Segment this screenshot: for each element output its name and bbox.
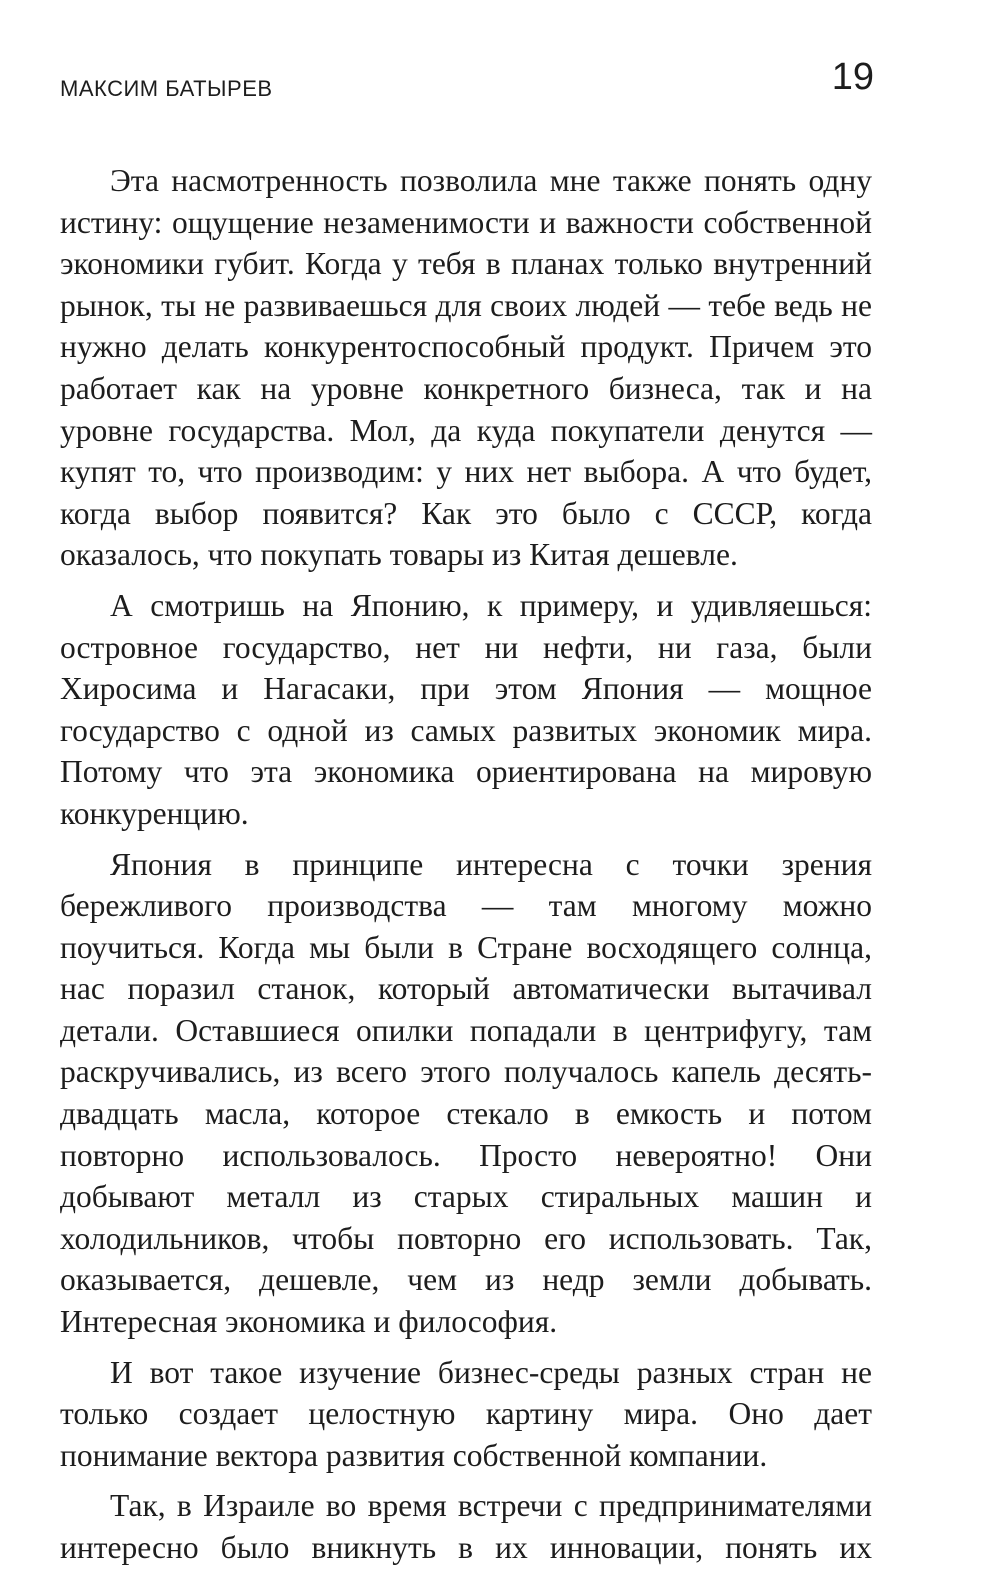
running-head-author: МАКСИМ БАТЫРЕВ <box>60 76 273 101</box>
paragraph-4: И вот такое изучение бизнес-среды разных стран не только создает целостную картину мира. Оно дает понимание вектора развития собственной компании. <box>60 1354 872 1473</box>
body-text <box>60 160 872 1578</box>
paragraph-2: А смотришь на Японию, к примеру, и удивляешься: островное государство, нет ни нефти, ни газа, были Хиросима и Нагасаки, при этом Япония — мощное государство с одной из самых развитых экономик мира. Потому что эта экономика ориентирована на мировую конкуренцию. <box>60 587 872 831</box>
paragraph-5: Так, в Израиле во время встречи с предпринимателями интересно было вникнуть в их инновации, понять их <box>60 1488 872 1565</box>
paragraph-1: Эта насмотренность позволила мне также понять одну истину: ощущение незаменимости и важности собственной экономики губит. Когда у тебя в планах только внутренний рынок, ты не развиваешься для своих людей — тебе ведь не нужно делать конкурентоспособный продукт. Причем это работает как на уровне конкретного бизнеса, так и на уровне государства. Мол, да куда покупатели денутся — купят то, что производим: у них нет выбора. А что будет, когда выбор появится? Как это было с СССР, когда оказалось, что покупать товары из Китая дешевле. <box>60 163 872 573</box>
paragraph-3: Япония в принципе интересна с точки зрения бережливого производства — там многому можно поучиться. Когда мы были в Стране восходящего солнца, нас поразил станок, который автоматически вытачивал детали. Оставшиеся опилки попадали в центрифугу, там раскручивались, из всего этого получалось капель десять-двадцать масла, которое стекало в емкость и потом повторно использовалось. Просто невероятно! Они добывают металл из старых стиральных машин и холодильников, чтобы повторно его использовать. Так, оказывается, дешевле, чем из недр земли добывать. Интересная экономика и философия. <box>60 846 872 1340</box>
page-number: 19 <box>831 56 874 98</box>
